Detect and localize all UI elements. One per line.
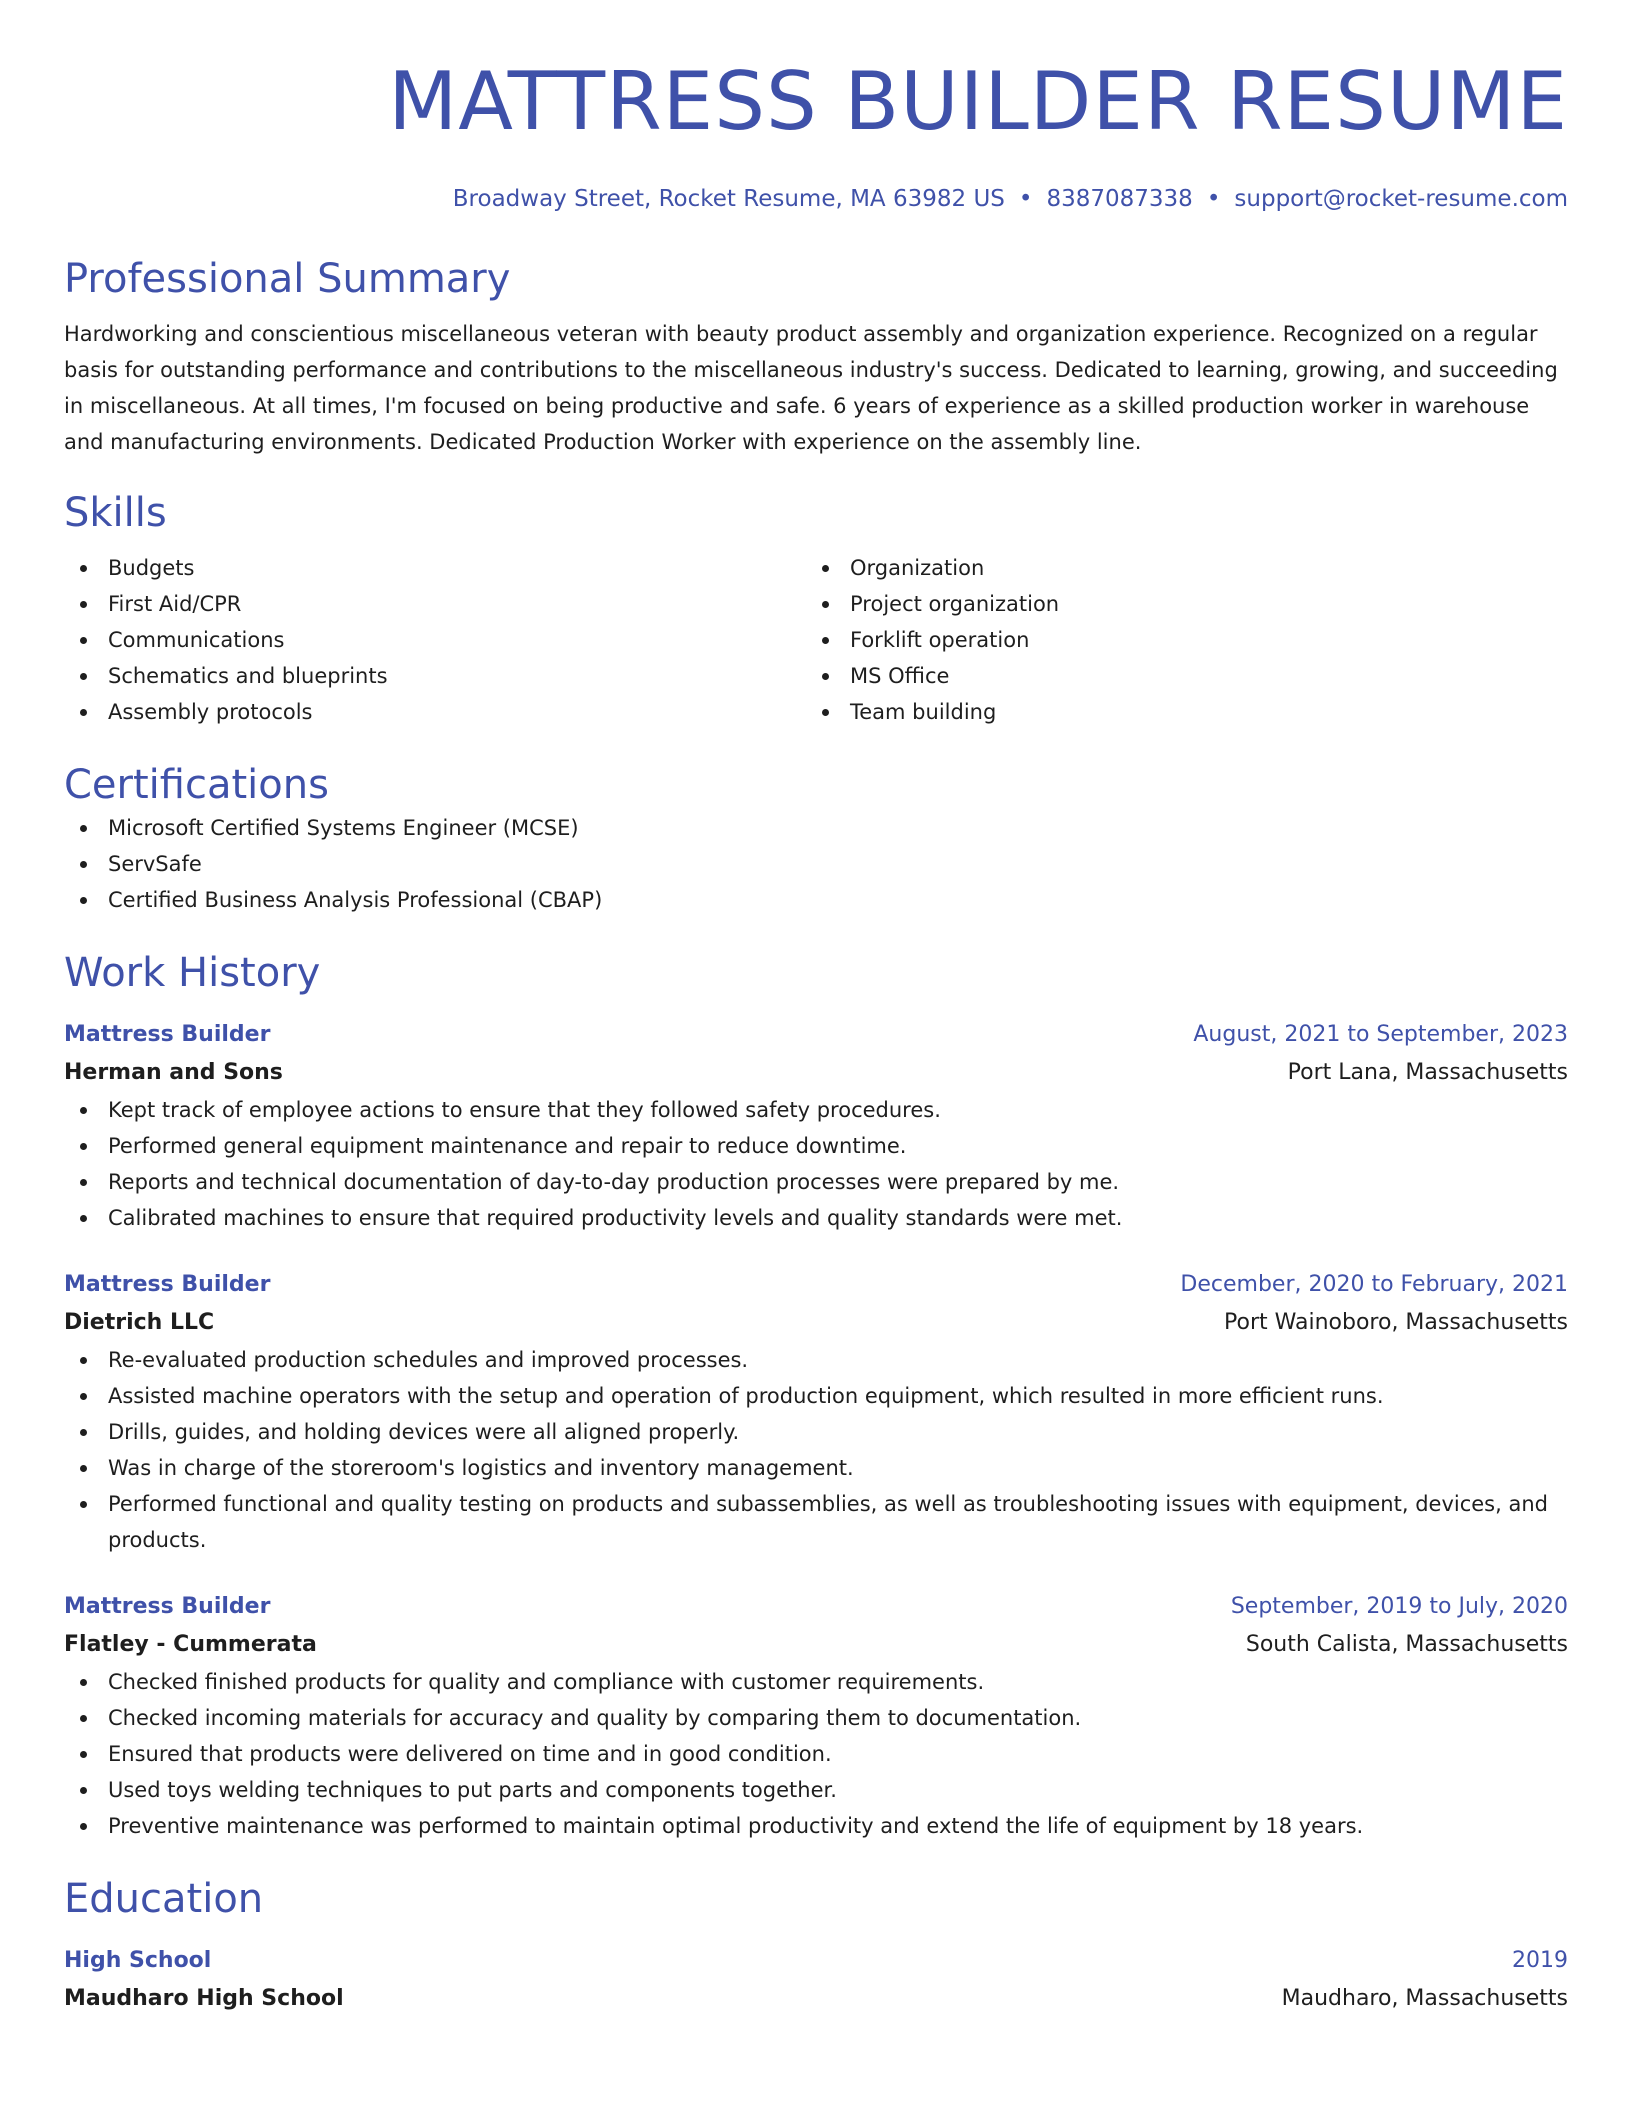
job-title-row [64,1588,1568,1626]
job-duty: Drills, guides, and holding devices were all aligned properly. [64,1414,1568,1450]
job-title: Mattress Builder [64,1594,271,1619]
skill-item: Schematics and blueprints [64,658,806,694]
job-company-row [64,1304,1568,1342]
skill-item: Organization [806,550,1548,586]
job-duty: Performed general equipment maintenance and repair to reduce downtime. [64,1128,1568,1164]
job-duty: Was in charge of the storeroom's logistics and inventory management. [64,1450,1568,1486]
skills-section [64,488,1568,730]
certifications-list [64,810,1568,918]
education-school-row [64,1980,1568,2018]
skills-column-right [806,550,1548,730]
education-school: Maudharo High School [64,1986,344,2011]
job-title-row [64,1016,1568,1054]
job-duty: Assisted machine operators with the setup and operation of production equipment, which resulted in more efficient runs. [64,1378,1568,1414]
skill-item: First Aid/CPR [64,586,806,622]
job-duty: Re-evaluated production schedules and improved processes. [64,1342,1568,1378]
job-duty: Used toys welding techniques to put parts and components together. [64,1772,1568,1808]
education-degree-row [64,1942,1568,1980]
contact-address: Broadway Street, Rocket Resume, MA 63982 US [452,186,1005,212]
job-location: South Calista, Massachusetts [1245,1632,1568,1657]
job-dates: December, 2020 to February, 2021 [1180,1272,1568,1297]
job-company: Dietrich LLC [64,1310,215,1335]
job-duty: Reports and technical documentation of day-to-day production processes were prepared by me. [64,1164,1568,1200]
job-duty: Performed functional and quality testing on products and subassemblies, as well as troubleshooting issues with equipment, devices, and products. [64,1486,1568,1558]
education-location: Maudharo, Massachusetts [1281,1986,1568,2011]
job-company: Herman and Sons [64,1060,283,1085]
job-duty: Preventive maintenance was performed to maintain optimal productivity and extend the life of equipment by 18 years. [64,1808,1568,1844]
certification-item: ServSafe [64,846,1568,882]
contact-separator: • [1018,186,1033,212]
education-section [64,1874,1568,2018]
education-degree: High School [64,1948,212,1973]
skill-item: Assembly protocols [64,694,806,730]
work-history-heading: Work History [64,950,321,996]
job-title: Mattress Builder [64,1272,271,1297]
job-duties-list [64,1342,1568,1558]
summary-text: Hardworking and conscientious miscellaneous veteran with beauty product assembly and organization experience. Recognized on a regular basis for outstanding performance and contributions to the miscellaneous industry's success. Dedicated to learning, growing, and succeeding in miscellaneous. At all times, I'm focused on being productive and safe. 6 years of experience as a skilled production worker in warehouse and manufacturing environments. Dedicated Production Worker with experience on the assembly line. [64,322,1558,454]
job-company: Flatley - Cummerata [64,1632,317,1657]
work-history-section [64,948,1568,1844]
summary-section [64,254,1568,460]
job-title: Mattress Builder [64,1022,271,1047]
skill-item: Communications [64,622,806,658]
education-heading: Education [64,1876,264,1922]
skills-column-left [64,550,806,730]
skill-item: Budgets [64,550,806,586]
job-dates: September, 2019 to July, 2020 [1230,1594,1568,1619]
skill-item: Project organization [806,586,1548,622]
job-duty: Checked finished products for quality and compliance with customer requirements. [64,1664,1568,1700]
skills-list-left [64,550,806,730]
job-company-row [64,1054,1568,1092]
skills-grid [64,550,1568,730]
contact-line [64,184,1568,214]
job-location: Port Wainoboro, Massachusetts [1224,1310,1568,1335]
certifications-section [64,760,1568,918]
summary-heading: Professional Summary [64,256,511,302]
job-duties-list [64,1092,1568,1236]
skill-item: Forklift operation [806,622,1548,658]
education-year: 2019 [1512,1948,1568,1973]
resume-header [64,0,1568,214]
job-duty: Checked incoming materials for accuracy and quality by comparing them to documentation. [64,1700,1568,1736]
education-entry [64,1942,1568,2018]
job-dates: August, 2021 to September, 2023 [1193,1022,1568,1047]
job-title-row [64,1266,1568,1304]
contact-email: support@rocket-resume.com [1234,186,1568,212]
job-entry [64,1588,1568,1844]
skill-item: Team building [806,694,1548,730]
job-entry [64,1016,1568,1236]
contact-separator: • [1206,186,1221,212]
job-company-row [64,1626,1568,1664]
certifications-heading: Certifications [64,762,329,808]
skills-list-right [806,550,1548,730]
skills-heading: Skills [64,490,167,536]
job-duties-list [64,1664,1568,1844]
certification-item: Microsoft Certified Systems Engineer (MCSE) [64,810,1568,846]
resume-title: MATTRESS BUILDER RESUME [388,55,1568,148]
skill-item: MS Office [806,658,1548,694]
job-entry [64,1266,1568,1558]
contact-phone: 8387087338 [1046,186,1193,212]
job-location: Port Lana, Massachusetts [1287,1060,1568,1085]
certification-item: Certified Business Analysis Professional (CBAP) [64,882,1568,918]
job-duty: Ensured that products were delivered on time and in good condition. [64,1736,1568,1772]
job-duty: Kept track of employee actions to ensure that they followed safety procedures. [64,1092,1568,1128]
job-duty: Calibrated machines to ensure that required productivity levels and quality standards were met. [64,1200,1568,1236]
